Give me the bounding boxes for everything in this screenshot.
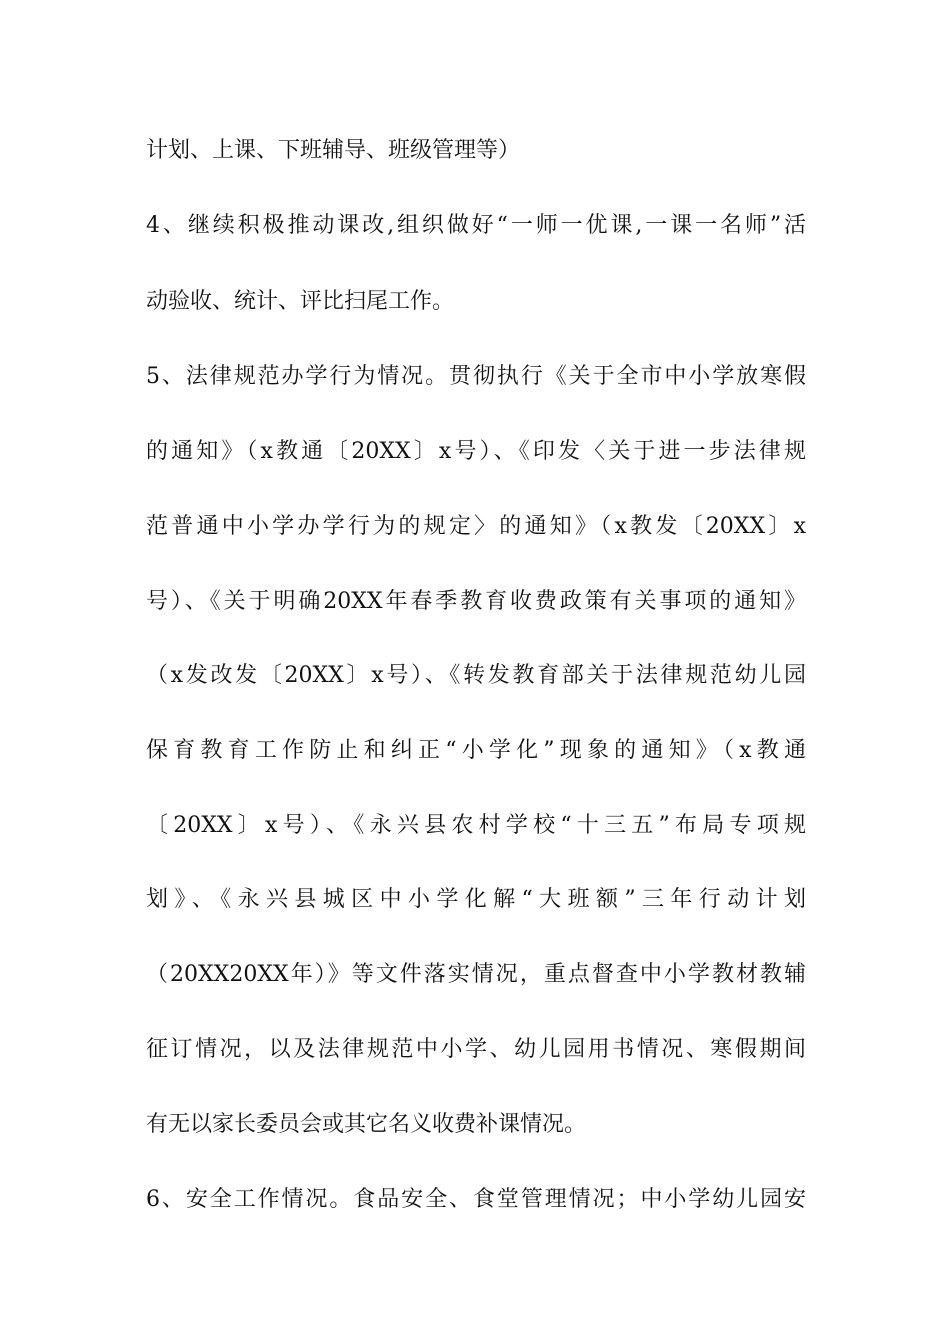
text-line: 〔20XX〕x号）、《永兴县农村学校“十三五”布局专项规 xyxy=(146,813,806,838)
text-line: （20XX20XX年）》等文件落实情况，重点督查中小学教材教辅 xyxy=(146,962,806,987)
text-line: 征订情况，以及法律规范中小学、幼儿园用书情况、寒假期间 xyxy=(146,1037,806,1062)
text-line: 有无以家长委员会或其它名义收费补课情况。 xyxy=(146,1112,587,1137)
text-line: 划》、《永兴县城区中小学化解“大班额”三年行动计划 xyxy=(146,887,806,912)
text-line: 5、法律规范办学行为情况。贯彻执行《关于全市中小学放寒假 xyxy=(146,364,806,389)
text-line: 范普通中小学办学行为的规定〉的通知》（x教发〔20XX〕x xyxy=(146,514,806,539)
text-line: 的通知》（x教通〔20XX〕x号）、《印发〈关于进一步法律规 xyxy=(146,439,806,464)
text-line: 4、继续积极推动课改,组织做好“一师一优课,一课一名师”活 xyxy=(146,213,806,238)
text-line: （x发改发〔20XX〕x号）、《转发教育部关于法律规范幼儿园 xyxy=(146,663,806,688)
text-line: 计划、上课、下班辅导、班级管理等） xyxy=(146,138,521,163)
text-line: 保育教育工作防止和纠正“小学化”现象的通知》（x教通 xyxy=(146,738,806,763)
text-line: 动验收、统计、评比扫尾工作。 xyxy=(146,289,455,314)
text-line: 6、安全工作情况。食品安全、食堂管理情况；中小学幼儿园安 xyxy=(146,1187,806,1212)
text-line: 号）、《关于明确20XX年春季教育收费政策有关事项的通知》 xyxy=(146,589,806,614)
